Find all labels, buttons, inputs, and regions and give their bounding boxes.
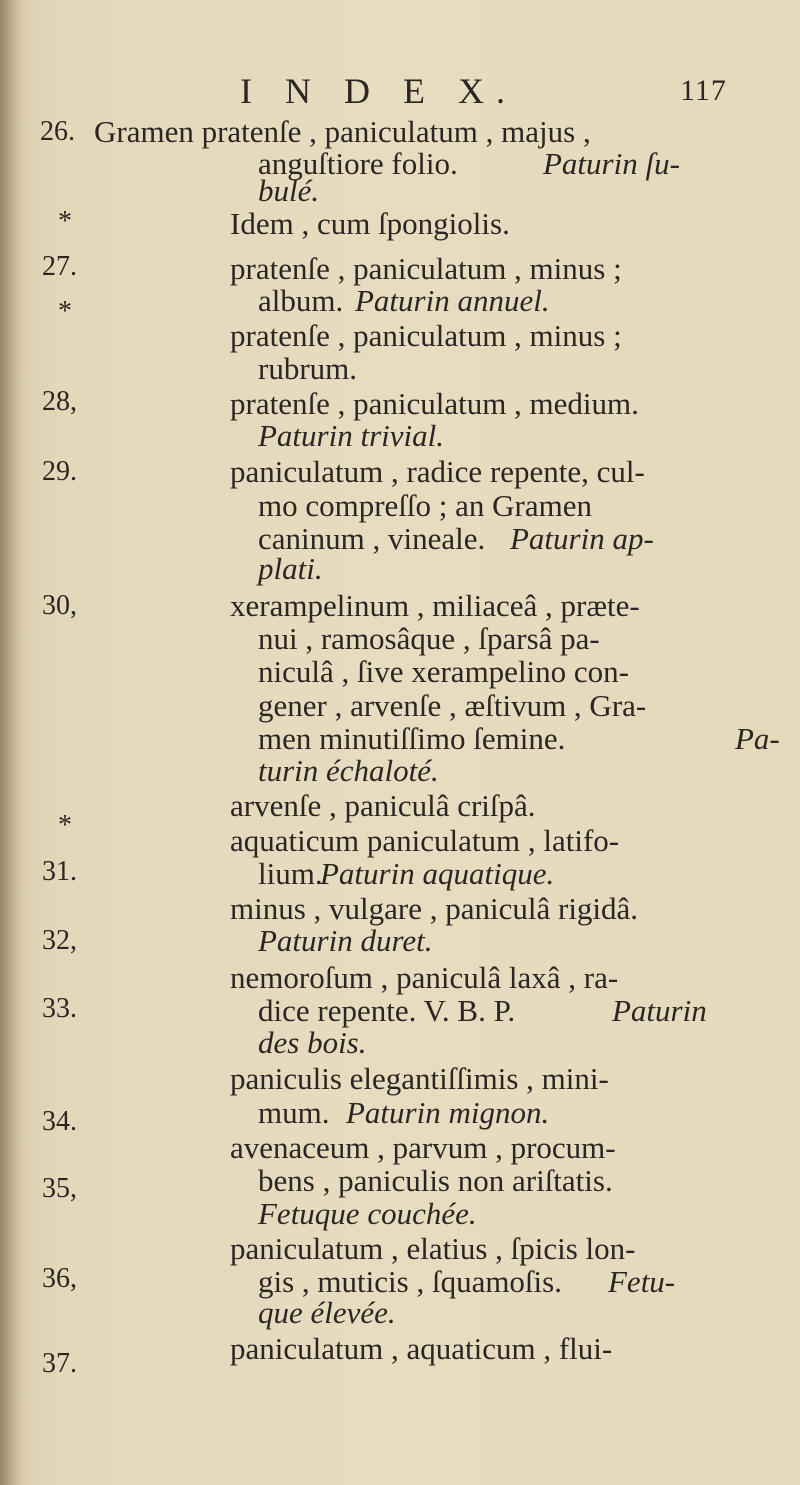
text-line: pratenſe , paniculatum , medium. — [230, 386, 639, 421]
text-line: minus , vulgare , paniculâ rigidâ. — [230, 891, 639, 926]
text-line: lium. — [258, 856, 323, 891]
entry-number: 27. — [42, 251, 77, 282]
entry-number: 30, — [42, 590, 77, 621]
french-name: Paturin mignon. — [346, 1095, 550, 1130]
french-name: Paturin ap- — [510, 521, 654, 556]
entry-number: 29. — [42, 456, 77, 487]
text-line: gis , muticis , ſquamoſis. — [258, 1264, 562, 1299]
asterisk-marker: * — [58, 810, 72, 841]
text-line: paniculis elegantiſſimis , mini- — [230, 1061, 609, 1096]
entry-number: 36, — [42, 1263, 77, 1294]
text-line: men minutiſſimo ſemine. — [258, 721, 566, 756]
text-line: nui , ramosâque , ſparsâ pa- — [258, 621, 600, 656]
text-line: paniculatum , elatius , ſpicis lon- — [230, 1231, 636, 1266]
text-line: arvenſe , paniculâ criſpâ. — [230, 788, 536, 823]
page-header-title: I N D E X. — [240, 71, 517, 111]
entry-number: 35, — [42, 1173, 77, 1204]
text-line: nemoroſum , paniculâ laxâ , ra- — [230, 960, 619, 995]
entry-number: 33. — [42, 993, 77, 1024]
text-line: caninum , vineale. — [258, 521, 486, 556]
text-line: niculâ , ſive xerampelino con- — [258, 654, 630, 689]
entry-number: 28, — [42, 386, 77, 417]
french-name: que élevée. — [258, 1295, 396, 1330]
entry-number: 32, — [42, 925, 77, 956]
entry-number: 37. — [42, 1348, 77, 1379]
entry-number: 34. — [42, 1106, 77, 1137]
french-name: turin échaloté. — [258, 753, 439, 788]
text-line: album. — [258, 283, 344, 318]
text-line: Gramen pratenſe , paniculatum , majus , — [94, 114, 591, 149]
french-name: Paturin duret. — [258, 923, 433, 958]
entry-number: 31. — [42, 856, 77, 887]
french-name: Pa- — [735, 721, 780, 756]
text-line: pratenſe , paniculatum , minus ; — [230, 318, 622, 353]
text-line: dice repente. V. B. P. — [258, 993, 516, 1028]
text-line: gener , arvenſe , æſtivum , Gra- — [258, 688, 647, 723]
text-line: Idem , cum ſpongiolis. — [230, 206, 510, 241]
french-name: Paturin — [612, 993, 707, 1028]
french-name: plati. — [258, 551, 323, 586]
asterisk-marker: * — [58, 206, 72, 237]
text-line: xerampelinum , miliaceâ , præte- — [230, 588, 640, 623]
french-name: Fetuque couchée. — [258, 1196, 477, 1231]
french-name: Fetu- — [608, 1264, 676, 1299]
text-line: mo compreſſo ; an Gramen — [258, 488, 593, 523]
french-name: des bois. — [258, 1025, 367, 1060]
page-number: 117 — [680, 74, 727, 107]
french-name: bulé. — [258, 173, 320, 208]
page-gutter-shadow — [0, 0, 22, 1485]
french-name: Paturin aquatique. — [320, 856, 555, 891]
text-line: aquaticum paniculatum , latifo- — [230, 823, 620, 858]
text-line: avenaceum , parvum , procum- — [230, 1130, 616, 1165]
french-name: Paturin annuel. — [355, 283, 550, 318]
text-line: bens , paniculis non ariſtatis. — [258, 1163, 613, 1198]
entry-number: 26. — [40, 116, 75, 147]
text-line: anguſtiore folio. — [258, 146, 458, 181]
asterisk-marker: * — [58, 296, 72, 327]
text-line: pratenſe , paniculatum , minus ; — [230, 251, 622, 286]
french-name: Paturin ſu- — [543, 146, 680, 181]
text-line: paniculatum , radice repente, cul- — [230, 454, 645, 489]
text-line: rubrum. — [258, 351, 358, 386]
text-line: paniculatum , aquaticum , flui- — [230, 1331, 613, 1366]
text-line: mum. — [258, 1095, 330, 1130]
french-name: Paturin trivial. — [258, 418, 444, 453]
